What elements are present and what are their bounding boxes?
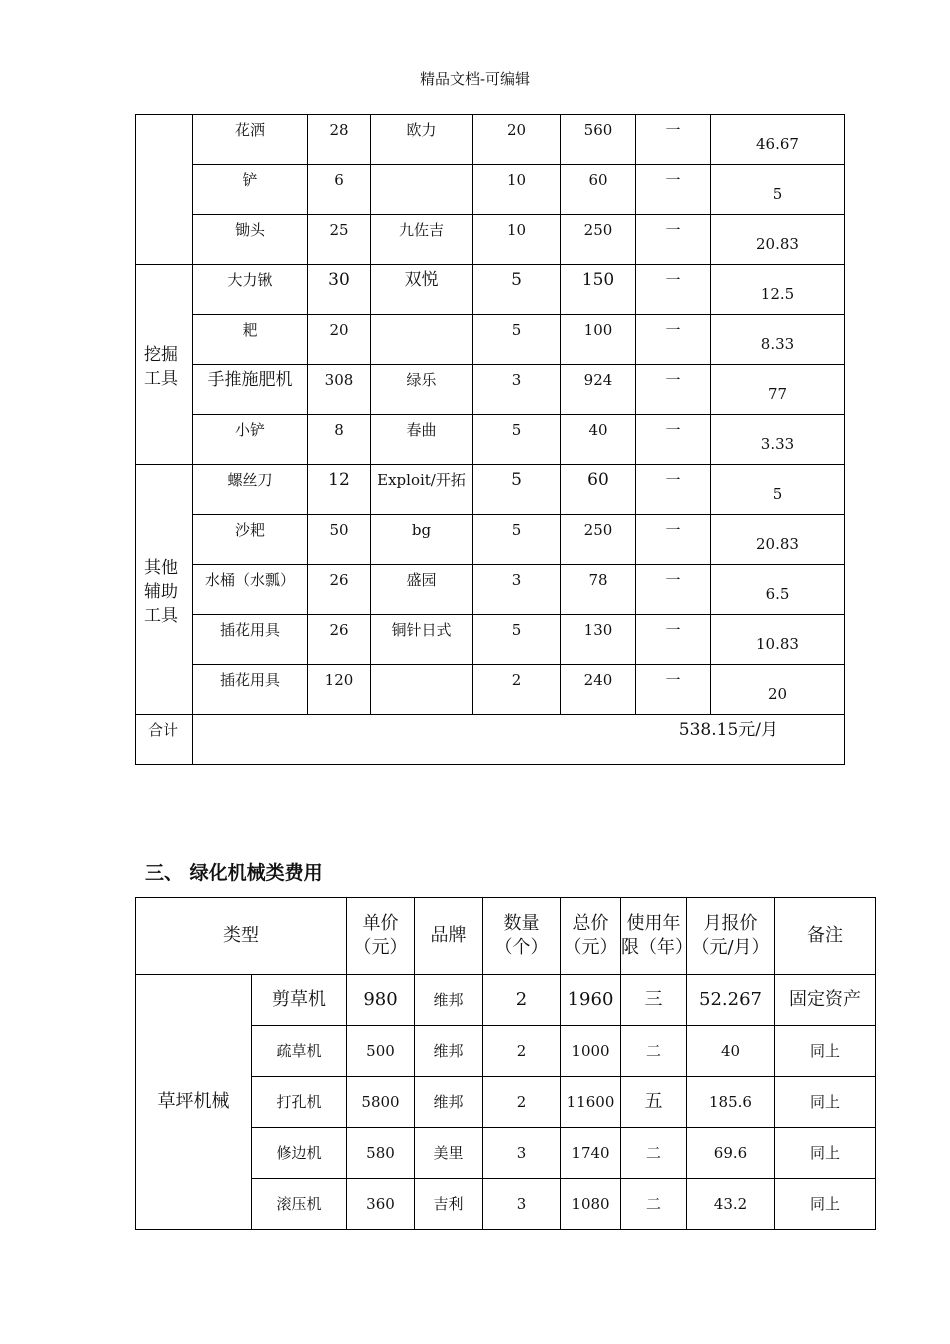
- quantity: 3: [473, 365, 561, 415]
- brand: [371, 315, 473, 365]
- years: 一: [636, 465, 711, 515]
- table-row: [136, 315, 845, 365]
- quantity: 5: [473, 615, 561, 665]
- table-row: [136, 975, 876, 1026]
- unit-price: 12: [308, 465, 371, 515]
- quantity: 2: [483, 1026, 561, 1077]
- unit-price: 360: [347, 1179, 415, 1230]
- header-unit-price: 单价（元）: [347, 898, 415, 975]
- unit-price: 980: [347, 975, 415, 1026]
- table-row: [136, 265, 845, 315]
- monthly-price: 10.83: [711, 615, 845, 665]
- item-name: 插花用具: [193, 615, 308, 665]
- total-price: 60: [561, 465, 636, 515]
- machine-name: 打孔机: [252, 1077, 347, 1128]
- brand: 九佐吉: [371, 215, 473, 265]
- table-row: [136, 565, 845, 615]
- years: 一: [636, 115, 711, 165]
- total-label: 合计: [136, 715, 193, 765]
- brand: bg: [371, 515, 473, 565]
- brand: 维邦: [415, 1026, 483, 1077]
- years: 五: [621, 1077, 687, 1128]
- monthly-price: 52.267: [687, 975, 775, 1026]
- unit-price: 30: [308, 265, 371, 315]
- table-row: [136, 115, 845, 165]
- brand: 维邦: [415, 1077, 483, 1128]
- quantity: 10: [473, 165, 561, 215]
- monthly-price: 20: [711, 665, 845, 715]
- unit-price: 25: [308, 215, 371, 265]
- table-row: [136, 465, 845, 515]
- header-note: 备注: [775, 898, 876, 975]
- quantity: 2: [483, 1077, 561, 1128]
- unit-price: 26: [308, 565, 371, 615]
- header-monthly: 月报价（元/月）: [687, 898, 775, 975]
- header-years: 使用年限（年）: [621, 898, 687, 975]
- category-cell: 草坪机械: [136, 975, 252, 1230]
- years: 一: [636, 665, 711, 715]
- total-price: 78: [561, 565, 636, 615]
- unit-price: 26: [308, 615, 371, 665]
- item-name: 铲: [193, 165, 308, 215]
- total-price: 1080: [561, 1179, 621, 1230]
- unit-price: 8: [308, 415, 371, 465]
- note: 同上: [775, 1128, 876, 1179]
- monthly-price: 46.67: [711, 115, 845, 165]
- monthly-price: 12.5: [711, 265, 845, 315]
- total-price: 40: [561, 415, 636, 465]
- tools-cost-table: [135, 114, 845, 765]
- header-row: [136, 898, 876, 975]
- section-title: 三、 绿化机械类费用: [145, 862, 323, 884]
- unit-price: 6: [308, 165, 371, 215]
- category-cell: 挖掘工具: [136, 265, 193, 465]
- total-price: 1000: [561, 1026, 621, 1077]
- total-price: 1960: [561, 975, 621, 1026]
- category-cell: 其他辅助工具: [136, 465, 193, 715]
- table-row: [136, 365, 845, 415]
- total-price: 924: [561, 365, 636, 415]
- quantity: 5: [473, 415, 561, 465]
- brand: 维邦: [415, 975, 483, 1026]
- quantity: 5: [473, 265, 561, 315]
- unit-price: 20: [308, 315, 371, 365]
- item-name: 锄头: [193, 215, 308, 265]
- table-row: [136, 665, 845, 715]
- years: 一: [636, 415, 711, 465]
- monthly-price: 43.2: [687, 1179, 775, 1230]
- table-row: [136, 415, 845, 465]
- unit-price: 28: [308, 115, 371, 165]
- monthly-price: 40: [687, 1026, 775, 1077]
- brand: 双悦: [371, 265, 473, 315]
- total-price: 11600: [561, 1077, 621, 1128]
- quantity: 3: [473, 565, 561, 615]
- quantity: 5: [473, 465, 561, 515]
- years: 一: [636, 165, 711, 215]
- total-row: [136, 715, 845, 765]
- total-price: 60: [561, 165, 636, 215]
- total-price: 1740: [561, 1128, 621, 1179]
- years: 二: [621, 1179, 687, 1230]
- years: 一: [636, 215, 711, 265]
- brand: 吉利: [415, 1179, 483, 1230]
- item-name: 手推施肥机: [193, 365, 308, 415]
- monthly-price: 77: [711, 365, 845, 415]
- total-price: 250: [561, 515, 636, 565]
- monthly-price: 5: [711, 165, 845, 215]
- years: 一: [636, 315, 711, 365]
- unit-price: 500: [347, 1026, 415, 1077]
- brand: [371, 665, 473, 715]
- table-row: [136, 515, 845, 565]
- monthly-price: 185.6: [687, 1077, 775, 1128]
- total-price: 240: [561, 665, 636, 715]
- machine-name: 滚压机: [252, 1179, 347, 1230]
- monthly-price: 20.83: [711, 215, 845, 265]
- total-price: 150: [561, 265, 636, 315]
- header-type: 类型: [136, 898, 347, 975]
- years: 一: [636, 565, 711, 615]
- unit-price: 580: [347, 1128, 415, 1179]
- brand: 美里: [415, 1128, 483, 1179]
- item-name: 大力锹: [193, 265, 308, 315]
- machine-name: 修边机: [252, 1128, 347, 1179]
- years: 一: [636, 615, 711, 665]
- brand: 绿乐: [371, 365, 473, 415]
- item-name: 螺丝刀: [193, 465, 308, 515]
- years: 一: [636, 515, 711, 565]
- monthly-price: 20.83: [711, 515, 845, 565]
- quantity: 3: [483, 1179, 561, 1230]
- header-quantity: 数量（个）: [483, 898, 561, 975]
- unit-price: 50: [308, 515, 371, 565]
- monthly-price: 3.33: [711, 415, 845, 465]
- machine-name: 疏草机: [252, 1026, 347, 1077]
- quantity: 2: [483, 975, 561, 1026]
- years: 二: [621, 1026, 687, 1077]
- brand: 盛园: [371, 565, 473, 615]
- brand: Exploit/开拓: [371, 465, 473, 515]
- monthly-price: 6.5: [711, 565, 845, 615]
- total-price: 100: [561, 315, 636, 365]
- total-price: 130: [561, 615, 636, 665]
- category-cell: [136, 115, 193, 265]
- monthly-price: 8.33: [711, 315, 845, 365]
- quantity: 5: [473, 315, 561, 365]
- brand: 春曲: [371, 415, 473, 465]
- years: 一: [636, 265, 711, 315]
- note: 固定资产: [775, 975, 876, 1026]
- unit-price: 5800: [347, 1077, 415, 1128]
- unit-price: 120: [308, 665, 371, 715]
- total-price: 560: [561, 115, 636, 165]
- note: 同上: [775, 1077, 876, 1128]
- machinery-cost-table: [135, 897, 876, 1230]
- item-name: 花洒: [193, 115, 308, 165]
- years: 一: [636, 365, 711, 415]
- monthly-price: 69.6: [687, 1128, 775, 1179]
- brand: [371, 165, 473, 215]
- unit-price: 308: [308, 365, 371, 415]
- item-name: 沙耙: [193, 515, 308, 565]
- quantity: 5: [473, 515, 561, 565]
- note: 同上: [775, 1179, 876, 1230]
- item-name: 插花用具: [193, 665, 308, 715]
- brand: 铜针日式: [371, 615, 473, 665]
- years: 三: [621, 975, 687, 1026]
- table-row: [136, 165, 845, 215]
- machine-name: 剪草机: [252, 975, 347, 1026]
- quantity: 3: [483, 1128, 561, 1179]
- total-price: 250: [561, 215, 636, 265]
- note: 同上: [775, 1026, 876, 1077]
- table-row: [136, 215, 845, 265]
- quantity: 10: [473, 215, 561, 265]
- quantity: 2: [473, 665, 561, 715]
- monthly-price: 5: [711, 465, 845, 515]
- page-header: 精品文档-可编辑: [419, 70, 531, 88]
- total-value: 538.15元/月: [193, 715, 845, 765]
- brand: 欧力: [371, 115, 473, 165]
- table-row: [136, 615, 845, 665]
- header-brand: 品牌: [415, 898, 483, 975]
- item-name: 耙: [193, 315, 308, 365]
- years: 二: [621, 1128, 687, 1179]
- header-total: 总价（元）: [561, 898, 621, 975]
- quantity: 20: [473, 115, 561, 165]
- item-name: 水桶（水瓢）: [193, 565, 308, 615]
- item-name: 小铲: [193, 415, 308, 465]
